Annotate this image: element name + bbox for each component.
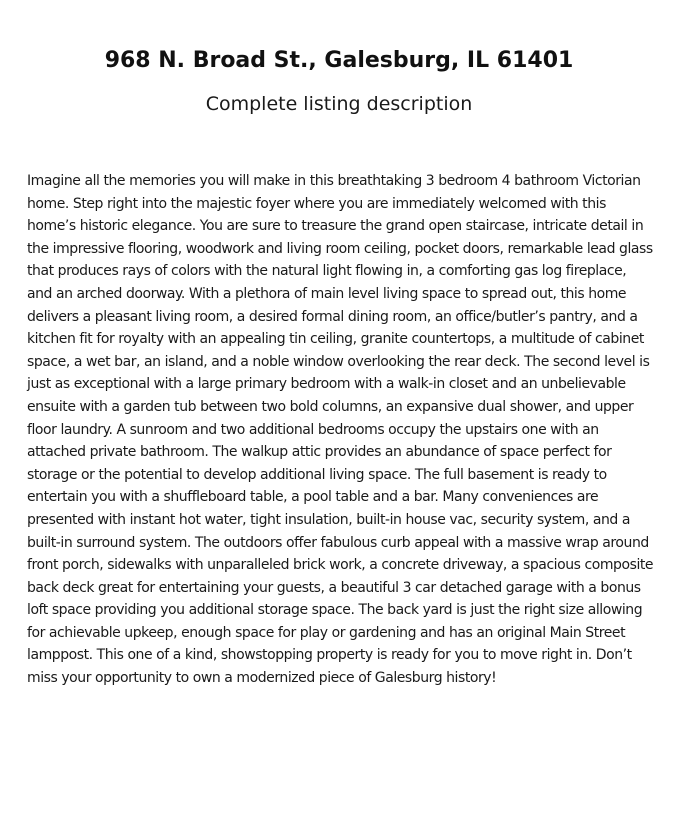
page-title: 968 N. Broad St., Galesburg, IL 61401 — [104, 48, 574, 73]
page-subtitle: Complete listing description — [205, 93, 473, 115]
listing-description: Imagine all the memories you will make in this breathtaking 3 bedroom 4 bathroom Victorian home. Step right into the majestic foyer where you are immediately welcomed with this home’s historic elegance. You are sure to treasure the grand open staircase, intricate detail in the impressive flooring, woodwork and living room ceiling, pocket doors, remarkable lead glass that produces rays of colors with the natural light flowing in, a comforting gas log fireplace, and an arched doorway. With a plethora of main level living space to spread out, this home delivers a pleasant living room, a desired formal dining room, an office/butler’s pantry, and a kitchen fit for royalty with an appealing tin ceiling, granite countertops, a multitude of cabinet space, a wet bar, an island, and a noble window overlooking the rear deck. The second level is just as exceptional with a large primary bedroom with a walk-in closet and an unbelievable ensuite with a garden tub between two bold columns, an expansive dual shower, and upper floor laundry. A sunroom and two additional bedrooms occupy the upstairs one with an attached private bathroom. The walkup attic provides an abundance of space perfect for storage or the potential to develop additional living space. The full basement is ready to entertain you with a shuffleboard table, a pool table and a bar. Many conveniences are presented with instant hot water, tight insulation, built-in house vac, security system, and a built-in surround system. The outdoors offer fabulous curb appeal with a massive wrap around front porch, sidewalks with unparalleled brick work, a concrete driveway, a spacious composite back deck great for entertaining your guests, a beautiful 3 car detached garage with a bonus loft space providing you additional storage space. The back yard is just the right size allowing for achievable upkeep, enough space for play or gardening and has an original Main Street lamppost. This one of a kind, showstopping property is ready for you to move right in. Don’t miss your opportunity to own a modernized piece of Galesburg history! — [27, 173, 654, 687]
